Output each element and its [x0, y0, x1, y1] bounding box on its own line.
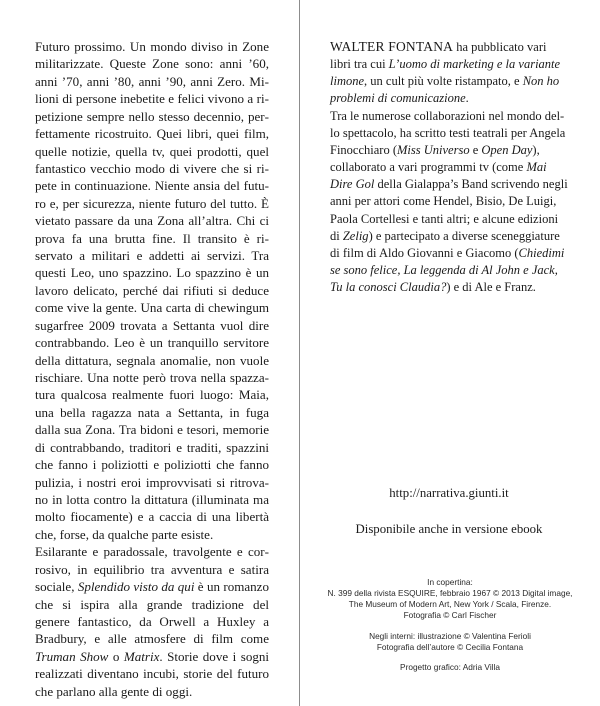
synopsis-paragraph [35, 38, 269, 543]
publisher-url: http://narrativa.giunti.it [389, 486, 509, 500]
interior-credits [318, 631, 582, 653]
italic-title: Open Day [481, 142, 533, 157]
text-run: ) e di Ale e Franz. [446, 280, 536, 295]
italic-title: Mai Dire Gol [330, 160, 547, 192]
italic-title: L’uomo di marketing e la variante limone [330, 57, 561, 89]
italic-title: Matrix [123, 648, 160, 664]
text-run: Tra le numerose collaborazioni nel mondo dello spettacolo, ha scritto testi teatrali per Angela Finocchiaro ( [330, 108, 566, 157]
credit-line: The Museum of Modern Art, New York / Scala, Firenze. [348, 599, 552, 610]
credit-line: In copertina: [427, 577, 473, 587]
text-run: ) e partecipato a diverse sceneggiature di film di Aldo Giovanni e Giacomo ( [330, 228, 560, 260]
author-name: WALTER FONTANA [330, 39, 454, 54]
italic-title: Miss Universo [397, 142, 470, 157]
synopsis-column [35, 38, 269, 700]
author-bio-paragraph [330, 38, 568, 108]
text-run: della Gialappa’s Band scrivendo negli anni per attori come Hendel, Bisio, De Luigi, Paola Cortellesi e tanti altri; e alcune edizioni di [330, 177, 568, 243]
italic-title: Zelig [342, 228, 369, 243]
design-credit [318, 662, 582, 673]
cover-credits [318, 577, 582, 621]
text-run: è un romanzo che si ispira alla grande tradizione del genere fantastico, da Orwell a Huxley a Bradbury, e alle atmosfere di film come [35, 579, 269, 647]
italic-title: Non ho problemi di comunicazione [330, 74, 560, 106]
text-run: Futuro prossimo. Un mondo diviso in Zone militarizzate. Queste Zone sono: anni ’60, anni ’70, anni ’80, anni ’90, anni Zero. Milioni di persone inebetite e felici vivono a ripetizione sempre nello stesso decennio, perfettamente ricostruito. Quei libri, quei film, quelle notizie, quella tv, quei prodotti, quel fantastico vecchio modo di vivere che si ripete in continuazione. Niente ansia del futuro e, per sicurezza, niente futuro del tutto. È vietato passare da una Zona all’altra. Chi ci prova fa una brutta fine. Il transito è riservato a militari e addetti ai servizi. Tra questi Leo, uno spazzino. Lo spazzino è un lavoro delicato, perché dai rifiuti si deduce come vive la gente. Una carta di chewingum sugarfree 2009 trovata a Settanta vuol dire contrabbando. Leo è un tranquillo servitore della dittatura, segnala anomalie, non vuole rischiare. Una notte però trova nella spazzatura qualcosa realmente fuori luogo: Maia, una bella ragazza nata a Settanta, in fuga dalla sua Zona. Tra bidoni e tesori, memorie di contrabbando, traditori e traditi, spazzini che fanno i poliziotti e poliziotti che fanno pulizia, i nostri eroi improvvisati si ritrovano in lotta contro la dittatura (illuminata ma molto fiocamente) e a caccia di una libertà che, forse, da qualche parte esiste. [35, 39, 269, 542]
italic-title: Chiedimi se sono felice, La leggenda di Al John e Jack, Tu la conosci Claudia? [330, 245, 565, 295]
author-column [330, 38, 568, 296]
credit-line: Fotografia dell’autore © Cecilia Fontana [376, 642, 524, 653]
text-run: e [469, 142, 482, 157]
text-run: ha pubblicato vari libri tra cui [330, 40, 547, 72]
fold-divider [299, 0, 300, 706]
italic-title: Splendido visto da qui [77, 579, 195, 595]
text-run: Esilarante e paradossale, travolgente e corrosivo, in equilibrio tra avventura e satira sociale, [35, 544, 269, 595]
text-run: . [465, 91, 469, 106]
italic-title: Truman Show [35, 648, 109, 664]
ebook-note: Disponibile anche in versione ebook [355, 522, 543, 536]
credit-line: Negli interni: illustrazione © Valentina Ferioli [369, 631, 531, 641]
credit-line: N. 399 della rivista ESQUIRE, febbraio 1967 © 2013 Digital image, [327, 588, 573, 599]
author-bio-paragraph [330, 108, 568, 297]
text-run: . Storie dove i sogni realizzati diventano incubi, storie del futuro che parlano alla gente di oggi. [35, 648, 270, 699]
text-run: , un cult più volte ristampato, e [364, 74, 523, 89]
credit-line: Progetto grafico: Adria Villa [400, 662, 500, 672]
text-run: o [108, 648, 124, 664]
credit-line: Fotografia © Carl Fischer [403, 610, 497, 621]
synopsis-paragraph [35, 543, 269, 700]
text-run: ), collaborato a vari programmi tv (come [330, 142, 540, 175]
